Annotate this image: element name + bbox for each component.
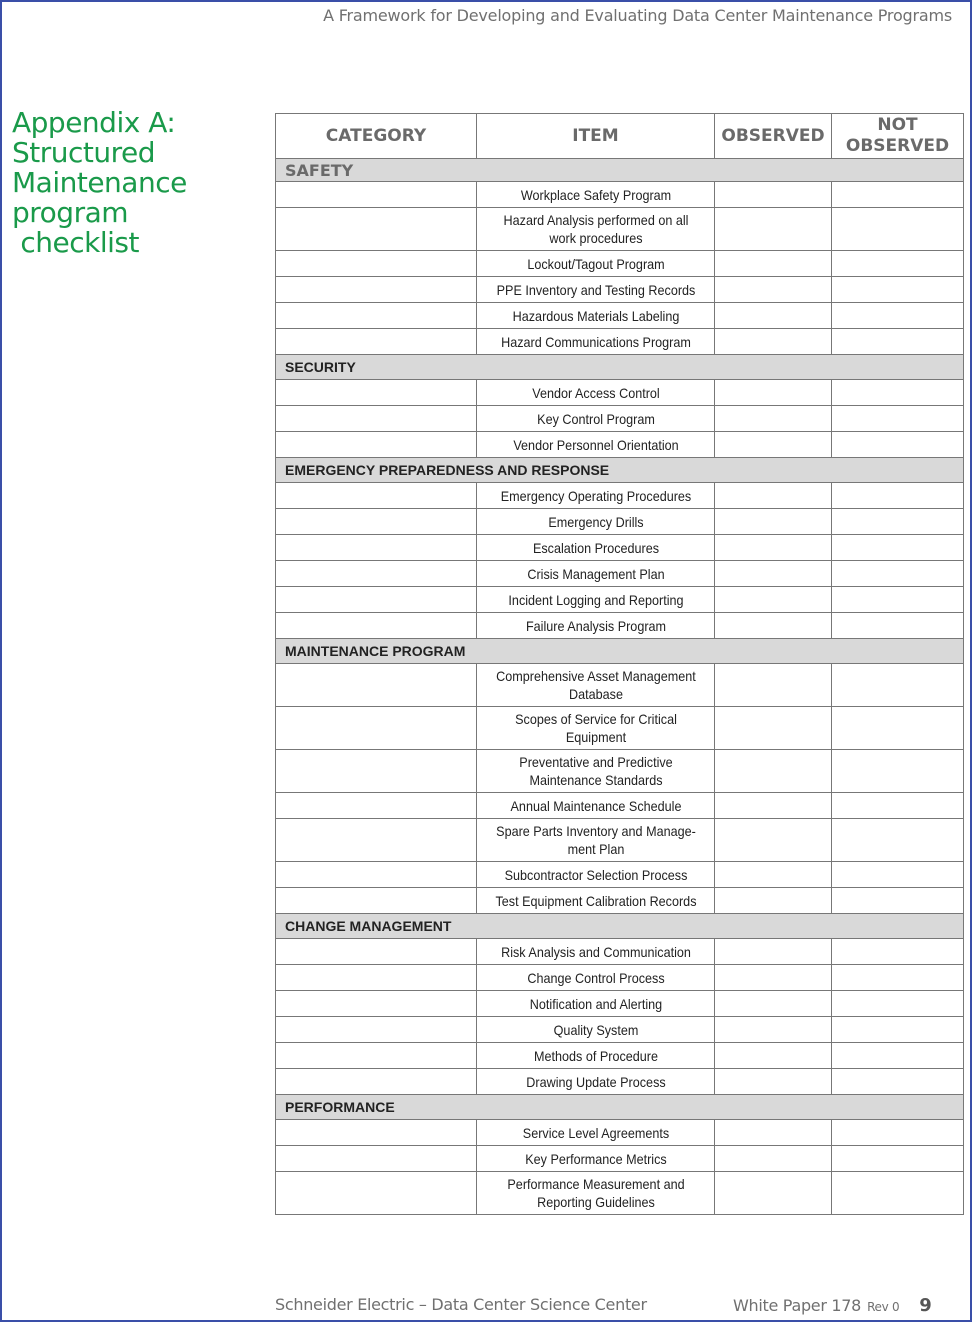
footer-rev: Rev 0	[867, 1300, 900, 1314]
not-observed-cell[interactable]	[832, 819, 964, 862]
table-row	[276, 707, 964, 750]
item-cell: Vendor Access Control	[488, 380, 702, 406]
observed-cell[interactable]	[715, 208, 832, 251]
table-row	[276, 862, 964, 888]
table-row	[276, 535, 964, 561]
category-label: SAFETY	[276, 159, 964, 182]
table-row	[276, 406, 964, 432]
not-observed-cell[interactable]	[832, 750, 964, 793]
observed-cell[interactable]	[715, 1069, 832, 1095]
not-observed-cell[interactable]	[832, 329, 964, 355]
table-row	[276, 664, 964, 707]
item-cell: Lockout/Tagout Program	[488, 251, 702, 277]
table-row	[276, 251, 964, 277]
observed-cell[interactable]	[715, 303, 832, 329]
item-cell: Failure Analysis Program	[488, 613, 702, 639]
observed-cell[interactable]	[715, 862, 832, 888]
not-observed-cell[interactable]	[832, 432, 964, 458]
category-cell	[276, 329, 477, 355]
item-cell: Annual Maintenance Schedule	[488, 793, 702, 819]
item-cell: Workplace Safety Program	[488, 182, 702, 208]
not-observed-cell[interactable]	[832, 380, 964, 406]
category-cell	[276, 1172, 477, 1215]
table-row	[276, 750, 964, 793]
item-cell: Quality System	[488, 1017, 702, 1043]
table-row	[276, 888, 964, 914]
footer-publisher: Schneider Electric – Data Center Science Center	[275, 1295, 647, 1314]
column-header-category: CATEGORY	[276, 114, 477, 159]
observed-cell[interactable]	[715, 1120, 832, 1146]
observed-cell[interactable]	[715, 587, 832, 613]
observed-cell[interactable]	[715, 707, 832, 750]
table-row	[276, 182, 964, 208]
not-observed-cell[interactable]	[832, 587, 964, 613]
category-label: MAINTENANCE PROGRAM	[276, 639, 964, 664]
category-cell	[276, 483, 477, 509]
category-row	[276, 355, 964, 380]
item-cell: Service Level Agreements	[488, 1120, 702, 1146]
table-row	[276, 483, 964, 509]
table-row	[276, 303, 964, 329]
table-row	[276, 1146, 964, 1172]
checklist-body	[276, 159, 964, 1215]
category-cell	[276, 1017, 477, 1043]
category-cell	[276, 587, 477, 613]
not-observed-cell[interactable]	[832, 1120, 964, 1146]
not-observed-cell[interactable]	[832, 707, 964, 750]
column-header-item: ITEM	[477, 114, 715, 159]
table-row	[276, 1017, 964, 1043]
table-row	[276, 1120, 964, 1146]
not-observed-cell[interactable]	[832, 664, 964, 707]
observed-cell[interactable]	[715, 991, 832, 1017]
table-row	[276, 793, 964, 819]
appendix-title-line: Maintenance	[12, 166, 187, 199]
category-cell	[276, 664, 477, 707]
item-cell: Risk Analysis and Communication	[488, 939, 702, 965]
observed-cell[interactable]	[715, 509, 832, 535]
table-row	[276, 208, 964, 251]
category-cell	[276, 182, 477, 208]
appendix-title-line: checklist	[12, 226, 140, 259]
not-observed-cell[interactable]	[832, 1017, 964, 1043]
category-cell	[276, 509, 477, 535]
table-row	[276, 819, 964, 862]
not-observed-cell[interactable]	[832, 965, 964, 991]
item-cell: Scopes of Service for Critical Equipment	[488, 707, 702, 750]
observed-cell[interactable]	[715, 483, 832, 509]
observed-cell[interactable]	[715, 664, 832, 707]
table-row	[276, 1172, 964, 1215]
table-row	[276, 432, 964, 458]
category-cell	[276, 819, 477, 862]
category-label: PERFORMANCE	[276, 1095, 964, 1120]
not-observed-cell[interactable]	[832, 1069, 964, 1095]
category-cell	[276, 535, 477, 561]
category-cell	[276, 406, 477, 432]
table-row	[276, 277, 964, 303]
table-row	[276, 380, 964, 406]
observed-cell[interactable]	[715, 380, 832, 406]
category-row	[276, 1095, 964, 1120]
observed-cell[interactable]	[715, 561, 832, 587]
item-cell: Drawing Update Process	[488, 1069, 702, 1095]
not-observed-cell[interactable]	[832, 1043, 964, 1069]
item-cell: Escalation Procedures	[488, 535, 702, 561]
item-cell: Comprehensive Asset Management Database	[488, 664, 702, 707]
category-row	[276, 914, 964, 939]
category-cell	[276, 208, 477, 251]
observed-cell[interactable]	[715, 277, 832, 303]
observed-cell[interactable]	[715, 750, 832, 793]
table-row	[276, 509, 964, 535]
observed-cell[interactable]	[715, 432, 832, 458]
category-row	[276, 458, 964, 483]
category-label: EMERGENCY PREPAREDNESS AND RESPONSE	[276, 458, 964, 483]
item-cell: Emergency Drills	[488, 509, 702, 535]
category-cell	[276, 991, 477, 1017]
category-cell	[276, 939, 477, 965]
item-cell: Preventative and Predictive Maintenance Standards	[488, 750, 702, 793]
not-observed-cell[interactable]	[832, 277, 964, 303]
observed-cell[interactable]	[715, 1043, 832, 1069]
table-row	[276, 991, 964, 1017]
observed-cell[interactable]	[715, 182, 832, 208]
not-observed-cell[interactable]	[832, 991, 964, 1017]
not-observed-cell[interactable]	[832, 1146, 964, 1172]
category-cell	[276, 707, 477, 750]
not-observed-cell[interactable]	[832, 793, 964, 819]
observed-cell[interactable]	[715, 793, 832, 819]
category-cell	[276, 888, 477, 914]
item-cell: Crisis Management Plan	[488, 561, 702, 587]
category-cell	[276, 613, 477, 639]
item-cell: Incident Logging and Reporting	[488, 587, 702, 613]
item-cell: Hazard Communications Program	[488, 329, 702, 355]
observed-cell[interactable]	[715, 939, 832, 965]
observed-cell[interactable]	[715, 888, 832, 914]
observed-cell[interactable]	[715, 1017, 832, 1043]
observed-cell[interactable]	[715, 1172, 832, 1215]
category-label: SECURITY	[276, 355, 964, 380]
observed-cell[interactable]	[715, 1146, 832, 1172]
table-row	[276, 587, 964, 613]
observed-cell[interactable]	[715, 535, 832, 561]
category-cell	[276, 303, 477, 329]
category-label: CHANGE MANAGEMENT	[276, 914, 964, 939]
not-observed-cell[interactable]	[832, 535, 964, 561]
category-row	[276, 639, 964, 664]
observed-cell[interactable]	[715, 251, 832, 277]
item-cell: Hazard Analysis performed on all work procedures	[488, 208, 702, 251]
category-cell	[276, 1146, 477, 1172]
appendix-title-line: Structured	[12, 136, 156, 169]
item-cell: Subcontractor Selection Process	[488, 862, 702, 888]
category-cell	[276, 1043, 477, 1069]
appendix-title-line: program	[12, 196, 129, 229]
appendix-title	[12, 108, 262, 258]
category-cell	[276, 862, 477, 888]
table-row	[276, 561, 964, 587]
footer-info	[733, 1295, 932, 1316]
category-cell	[276, 432, 477, 458]
column-header-not-observed: NOT OBSERVED	[832, 114, 964, 159]
not-observed-cell[interactable]	[832, 613, 964, 639]
not-observed-cell[interactable]	[832, 483, 964, 509]
item-cell: Spare Parts Inventory and Manage-ment Plan	[488, 819, 702, 862]
page-number: 9	[919, 1295, 932, 1316]
not-observed-cell[interactable]	[832, 1172, 964, 1215]
not-observed-cell[interactable]	[832, 182, 964, 208]
item-cell: Emergency Operating Procedures	[488, 483, 702, 509]
not-observed-cell[interactable]	[832, 303, 964, 329]
not-observed-cell[interactable]	[832, 251, 964, 277]
observed-cell[interactable]	[715, 329, 832, 355]
category-cell	[276, 380, 477, 406]
item-cell: Vendor Personnel Orientation	[488, 432, 702, 458]
category-row	[276, 159, 964, 182]
not-observed-cell[interactable]	[832, 406, 964, 432]
category-cell	[276, 965, 477, 991]
not-observed-cell[interactable]	[832, 939, 964, 965]
category-cell	[276, 561, 477, 587]
item-cell: Key Performance Metrics	[488, 1146, 702, 1172]
appendix-title-line: Appendix A:	[12, 106, 176, 139]
table-row	[276, 965, 964, 991]
footer-paper: White Paper 178	[733, 1296, 862, 1315]
item-cell: PPE Inventory and Testing Records	[488, 277, 702, 303]
item-cell: Hazardous Materials Labeling	[488, 303, 702, 329]
not-observed-cell[interactable]	[832, 888, 964, 914]
item-cell: Notification and Alerting	[488, 991, 702, 1017]
table-row	[276, 1043, 964, 1069]
table-row	[276, 1069, 964, 1095]
category-cell	[276, 750, 477, 793]
category-cell	[276, 277, 477, 303]
not-observed-cell[interactable]	[832, 509, 964, 535]
table-header-row	[276, 114, 964, 159]
observed-cell[interactable]	[715, 406, 832, 432]
not-observed-cell[interactable]	[832, 862, 964, 888]
category-cell	[276, 1069, 477, 1095]
table-row	[276, 613, 964, 639]
column-header-observed: OBSERVED	[715, 114, 832, 159]
item-cell: Performance Measurement and Reporting Guidelines	[488, 1172, 702, 1215]
item-cell: Change Control Process	[488, 965, 702, 991]
category-cell	[276, 251, 477, 277]
item-cell: Test Equipment Calibration Records	[488, 888, 702, 914]
observed-cell[interactable]	[715, 819, 832, 862]
item-cell: Key Control Program	[488, 406, 702, 432]
not-observed-cell[interactable]	[832, 561, 964, 587]
observed-cell[interactable]	[715, 965, 832, 991]
category-cell	[276, 1120, 477, 1146]
table-row	[276, 939, 964, 965]
running-header: A Framework for Developing and Evaluating Data Center Maintenance Programs	[323, 6, 952, 25]
item-cell: Methods of Procedure	[488, 1043, 702, 1069]
observed-cell[interactable]	[715, 613, 832, 639]
table-row	[276, 329, 964, 355]
maintenance-checklist-table	[275, 113, 964, 1215]
not-observed-cell[interactable]	[832, 208, 964, 251]
category-cell	[276, 793, 477, 819]
